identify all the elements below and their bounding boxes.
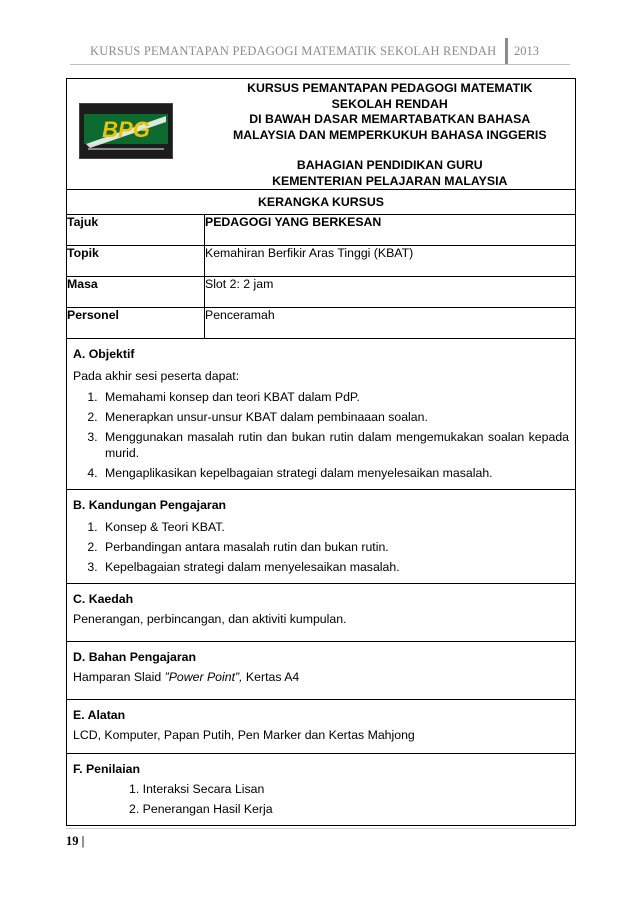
info-value: Kemahiran Berfikir Aras Tinggi (KBAT): [205, 246, 576, 277]
section-heading: D. Bahan Pengajaran: [73, 650, 197, 664]
list-item: 1. Konsep & Teori KBAT.: [101, 517, 569, 537]
section-kaedah: [67, 584, 576, 642]
course-title-line: MALAYSIA DAN MEMPERKUKUH BAHASA INGGERIS: [232, 127, 547, 142]
course-title-cell: [205, 79, 576, 190]
list-item: 3. Menggunakan masalah rutin dan bukan rutin dalam mengemukakan soalan kepada murid.: [101, 427, 569, 463]
course-title-line: SEKOLAH RENDAH: [331, 96, 448, 111]
list-item: 1. Interaksi Secara Lisan: [129, 782, 265, 796]
info-label: Tajuk: [67, 215, 205, 246]
list-item: 2. Penerangan Hasil Kerja: [129, 802, 273, 816]
list-item: 4. Mengaplikasikan kepelbagaian strategi dalam menyelesaikan masalah.: [101, 463, 569, 483]
footer-rule: [66, 828, 569, 829]
section-text-italic: ”Power Point”,: [164, 670, 243, 684]
list-item: 2. Menerapkan unsur-unsur KBAT dalam pembinaaan soalan.: [101, 407, 569, 427]
list-item: 3. Kepelbagaian strategi dalam menyelesaikan masalah.: [101, 557, 569, 577]
header-rule: [70, 64, 570, 65]
info-value: Penceramah: [205, 308, 576, 339]
list-item: 1. Memahami konsep dan teori KBAT dalam PdP.: [101, 387, 569, 407]
section-bahan: [67, 642, 576, 700]
course-title-line: KURSUS PEMANTAPAN PEDAGOGI MATEMATIK: [247, 81, 533, 95]
section-alatan: [67, 700, 576, 754]
section-heading: F. Penilaian: [73, 762, 140, 776]
bpg-logo-icon: [79, 103, 173, 159]
section-text: LCD, Komputer, Papan Putih, Pen Marker dan Kertas Mahjong: [73, 728, 415, 742]
header-title: KURSUS PEMANTAPAN PEDAGOGI MATEMATIK SEKOLAH RENDAH: [90, 44, 497, 58]
header-separator: [505, 38, 508, 64]
header-year: 2013: [514, 44, 539, 58]
logo-cell: [67, 79, 205, 190]
section-heading: E. Alatan: [73, 708, 126, 722]
section-objektif: [67, 339, 576, 490]
section-heading: C. Kaedah: [73, 592, 134, 606]
info-value: Slot 2: 2 jam: [205, 277, 576, 308]
page-header: [70, 38, 570, 64]
page-number: 19 |: [66, 834, 85, 848]
logo-text: BPG: [102, 117, 150, 142]
course-title-line: BAHAGIAN PENDIDIKAN GURU: [296, 158, 483, 172]
section-text-suffix: Kertas A4: [242, 670, 300, 684]
section-intro: Pada akhir sesi peserta dapat:: [73, 369, 240, 383]
section-heading: A. Objektif: [73, 347, 135, 361]
section-heading: B. Kandungan Pengajaran: [73, 498, 227, 512]
framework-label: KERANGKA KURSUS: [67, 190, 576, 215]
info-label: Masa: [67, 277, 205, 308]
course-title-line: DI BAWAH DASAR MEMARTABATKAN BAHASA: [249, 112, 531, 126]
info-label: Topik: [67, 246, 205, 277]
section-text-prefix: Hamparan Slaid: [73, 670, 165, 684]
section-penilaian: [67, 754, 576, 826]
list-item: 2. Perbandingan antara masalah rutin dan bukan rutin.: [101, 537, 569, 557]
info-label: Personel: [67, 308, 205, 339]
section-text: Penerangan, perbincangan, dan aktiviti kumpulan.: [73, 612, 347, 626]
section-text: [73, 667, 569, 687]
info-value: PEDAGOGI YANG BERKESAN: [205, 215, 576, 246]
section-kandungan: [67, 490, 576, 584]
course-framework-table: [66, 78, 576, 826]
course-title-line: KEMENTERIAN PELAJARAN MALAYSIA: [272, 173, 508, 188]
